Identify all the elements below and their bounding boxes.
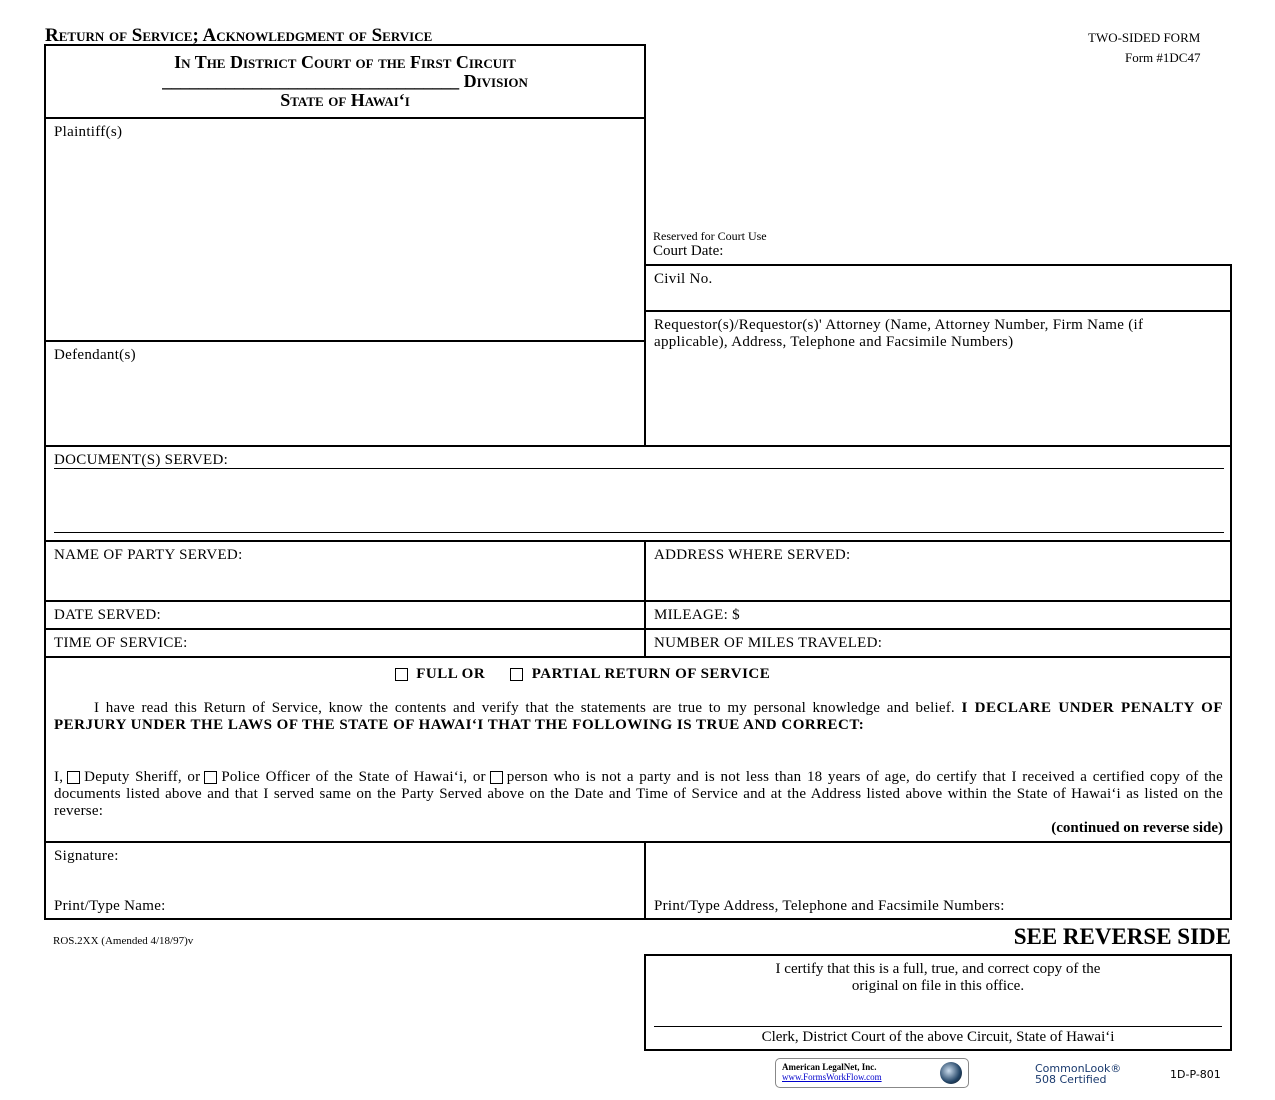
reserved-label: Reserved for Court Use xyxy=(653,229,767,243)
address-label: ADDRESS WHERE SERVED: xyxy=(654,547,851,563)
508-certified-label: 508 Certified xyxy=(1035,1073,1107,1086)
partial-return-checkbox[interactable] xyxy=(510,668,523,681)
mileage-label: MILEAGE: $ xyxy=(654,607,740,623)
party-label: NAME OF PARTY SERVED: xyxy=(54,547,243,563)
i-label: I, xyxy=(54,769,64,785)
form-code-footer: 1D-P-801 xyxy=(1170,1068,1221,1081)
requestor-label: Requestor(s)/Requestor(s)' Attorney (Name, Attorney Number, Firm Name (if applicable), Address, Telephone and Facsimile Numbers) xyxy=(654,317,1144,350)
commonlook-label: CommonLook® xyxy=(1035,1062,1122,1075)
form-code: ROS.2XX (Amended 4/18/97)v xyxy=(53,935,194,947)
address-served-field[interactable] xyxy=(644,540,1232,602)
defendant-label: Defendant(s) xyxy=(54,347,136,363)
american-legalnet-logo xyxy=(775,1058,969,1088)
date-label: DATE SERVED: xyxy=(54,607,161,623)
verification-text: I have read this Return of Service, know the contents and verify that the statements are true to my personal knowledge and belief. xyxy=(94,700,955,716)
state-name: State of Hawai‘i xyxy=(280,90,410,110)
documents-label: DOCUMENT(S) SERVED: xyxy=(54,452,229,468)
non-party-checkbox[interactable] xyxy=(490,771,503,784)
print-address-label: Print/Type Address, Telephone and Facsimile Numbers: xyxy=(654,898,1005,914)
deputy-sheriff-checkbox[interactable] xyxy=(67,771,80,784)
full-label: FULL OR xyxy=(416,666,486,682)
civil-no-label: Civil No. xyxy=(654,271,713,287)
full-return-checkbox[interactable] xyxy=(395,668,408,681)
declaration-section xyxy=(44,656,1232,843)
time-field[interactable] xyxy=(44,628,646,658)
plaintiff-label: Plaintiff(s) xyxy=(54,124,123,140)
partial-label: PARTIAL RETURN OF SERVICE xyxy=(531,666,771,682)
plaintiff-field[interactable] xyxy=(44,117,646,342)
documents-line xyxy=(54,468,1224,469)
court-header xyxy=(44,44,646,119)
clerk-label: Clerk, District Court of the above Circuit, State of Hawai‘i xyxy=(761,1029,1115,1045)
form-number: Form #1DC47 xyxy=(1125,50,1201,65)
see-reverse-label: SEE REVERSE SIDE xyxy=(1013,924,1231,949)
print-address-field[interactable] xyxy=(644,841,1232,920)
police-officer-checkbox[interactable] xyxy=(204,771,217,784)
certification-box xyxy=(644,954,1232,1051)
defendant-field[interactable] xyxy=(44,340,646,447)
deputy-sheriff-label: Deputy Sheriff, or xyxy=(84,769,201,785)
globe-icon xyxy=(940,1062,962,1084)
two-sided-label: TWO-SIDED FORM xyxy=(1088,30,1201,45)
miles-label: NUMBER OF MILES TRAVELED: xyxy=(654,635,883,651)
mileage-field[interactable] xyxy=(644,600,1232,630)
court-date-label: Court Date: xyxy=(653,243,724,259)
signature-label: Signature: xyxy=(54,848,119,864)
clerk-signature-line xyxy=(654,1026,1222,1027)
court-name: In The District Court of the First Circuit xyxy=(174,52,516,72)
print-name-label: Print/Type Name: xyxy=(54,898,166,914)
continued-note: (continued on reverse side) xyxy=(1051,820,1223,836)
aln-link[interactable]: www.FormsWorkFlow.com xyxy=(782,1072,882,1082)
documents-served-field[interactable] xyxy=(44,445,1232,542)
perjury-declaration: I DECLARE UNDER PENALTY OF PERJURY UNDER THE LAWS OF THE STATE OF HAWAI‘I THAT THE FOLLOWING IS TRUE AND CORRECT: xyxy=(54,700,1224,733)
division-line[interactable]: _________________________________ Division xyxy=(162,71,528,91)
civil-no-field[interactable] xyxy=(644,264,1232,312)
certify-text: I certify that this is a full, true, and correct copy of the original on file in this office. xyxy=(775,961,1101,994)
form-title: Return of Service; Acknowledgment of Service xyxy=(45,25,433,46)
aln-name: American LegalNet, Inc. xyxy=(782,1062,877,1072)
police-officer-label: Police Officer of the State of Hawai‘i, or xyxy=(221,769,486,785)
signature-field[interactable] xyxy=(44,841,646,920)
party-served-field[interactable] xyxy=(44,540,646,602)
documents-line xyxy=(54,532,1224,533)
date-served-field[interactable] xyxy=(44,600,646,630)
non-party-text: person who is not a party and is not less than 18 years of age, do certify that I received a certified copy of the documents listed above and that I served same on the Party Served above on the Date and Time of Service and at the Address listed above within the State of Hawai‘i as listed on the reverse: xyxy=(54,769,1223,819)
time-label: TIME OF SERVICE: xyxy=(54,635,188,651)
requestor-field[interactable] xyxy=(644,310,1232,447)
miles-field[interactable] xyxy=(644,628,1232,658)
